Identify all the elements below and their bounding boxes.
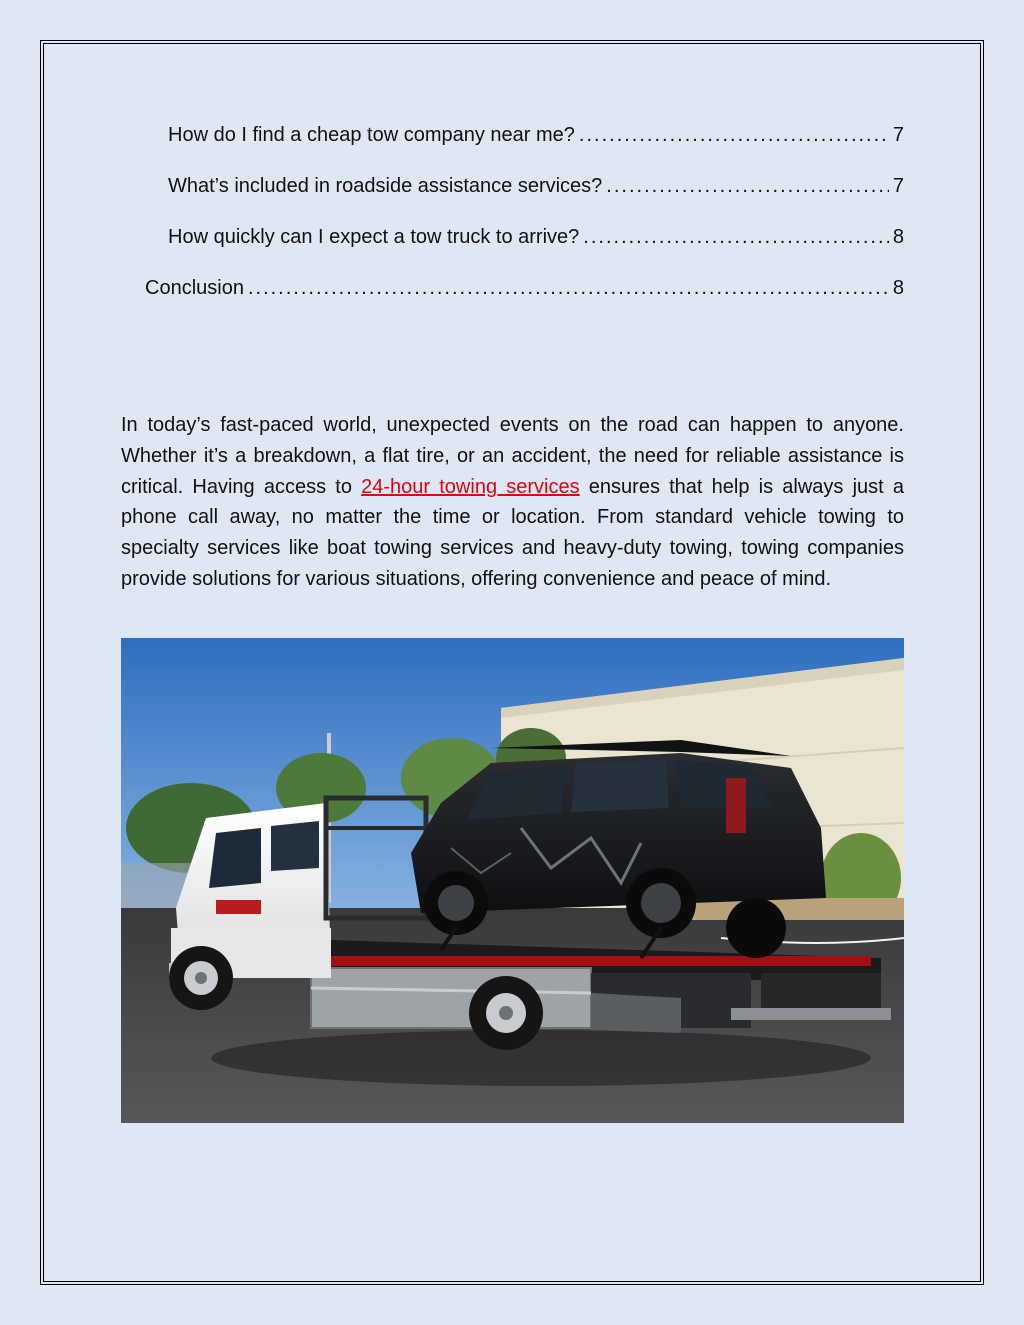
toc-leader-dots — [606, 173, 889, 199]
toc-entry-page: 8 — [892, 277, 904, 299]
toc-entry-title: What’s included in roadside assistance services? — [168, 175, 603, 197]
toc-entry-title: How quickly can I expect a tow truck to arrive? — [168, 226, 580, 248]
toc-leader-dots — [579, 122, 889, 148]
toc-entry-arrival-time[interactable] — [168, 224, 904, 250]
toc-entry-title: How do I find a cheap tow company near me? — [168, 124, 575, 146]
tow-truck-illustration — [121, 638, 904, 1123]
towing-services-link[interactable]: 24-hour towing services — [361, 475, 580, 498]
intro-text-end: ensures that help is always just a phone call away, no matter the time or location. From standard vehicle towing to specialty services like boat towing services and heavy-duty towing, towing companies provide solutions for various situations, offering convenience and peace of mind. — [121, 475, 905, 590]
tow-truck-photo — [121, 638, 904, 1123]
intro-text-start: In today’s fast-paced world, unexpected events on the road can happen to anyone. Whether it’s a breakdown, a flat tire, or an accident, the need for reliable assistance is critical. Having access to — [121, 414, 904, 498]
toc-entry-roadside-assistance[interactable] — [168, 173, 904, 199]
intro-paragraph — [121, 410, 904, 595]
toc-entry-page: 7 — [892, 124, 904, 146]
toc-leader-dots — [583, 224, 889, 250]
toc-entry-page: 8 — [892, 226, 904, 248]
toc-entry-cheap-tow[interactable] — [168, 122, 904, 148]
toc-leader-dots — [248, 275, 889, 301]
toc-entry-page: 7 — [892, 175, 904, 197]
toc-entry-conclusion[interactable] — [145, 275, 904, 301]
toc-entry-title: Conclusion — [145, 277, 244, 299]
